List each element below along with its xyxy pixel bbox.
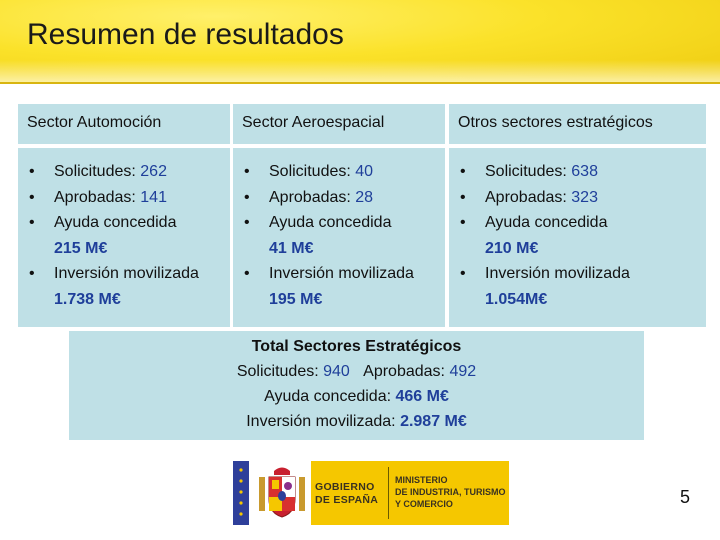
- stat-label: Solicitudes:: [236, 363, 324, 380]
- sector-panel-automocion: [18, 104, 230, 327]
- stat-label: Solicitudes:: [269, 163, 356, 180]
- logo-emblem-area: [233, 461, 311, 525]
- logo-text-line: Y COMERCIO: [395, 499, 453, 509]
- logo-divider: [388, 467, 389, 519]
- sector-panel-aeroespacial: [233, 104, 445, 327]
- stat-label: Aprobadas:: [363, 363, 450, 380]
- bullet: •: [29, 214, 35, 231]
- stat-value: 41 M€: [269, 239, 314, 257]
- logo-text-line: GOBIERNO: [315, 481, 375, 493]
- logo-text-line: DE INDUSTRIA, TURISMO: [395, 487, 506, 497]
- list-item: [233, 210, 414, 261]
- stat-value: 210 M€: [485, 239, 539, 257]
- spain-coat-of-arms-icon: [257, 465, 307, 521]
- stat-label: Inversión movilizada: [54, 265, 199, 282]
- stat-value: 262: [140, 163, 167, 180]
- bullet: •: [460, 265, 466, 282]
- total-heading: Total Sectores Estratégicos: [251, 338, 462, 355]
- bullet: •: [244, 188, 250, 206]
- stat-label: Ayuda concedida:: [264, 388, 396, 405]
- stat-label: Aprobadas:: [54, 188, 141, 206]
- stat-label: Solicitudes:: [485, 163, 572, 180]
- bullet: •: [244, 214, 250, 231]
- page-number: 5: [680, 487, 691, 507]
- sector-heading: Sector Aeroespacial: [242, 114, 385, 131]
- bullet: •: [460, 188, 466, 206]
- bullet: •: [29, 163, 35, 180]
- slide-title: Resumen de resultados: [27, 18, 344, 51]
- sector-panel-otros: [449, 104, 706, 327]
- stat-value: 1.738 M€: [54, 290, 121, 308]
- total-line-aid: [69, 384, 644, 409]
- list-item: [449, 159, 630, 185]
- stat-value: 492: [449, 363, 477, 380]
- stat-value: 141: [140, 188, 167, 206]
- list-item: [233, 261, 414, 312]
- stat-value: 1.054M€: [485, 290, 548, 308]
- bullet: •: [244, 265, 250, 282]
- panel-divider: [18, 144, 230, 148]
- title-bar-fade: [0, 60, 720, 82]
- stat-value: 638: [571, 163, 598, 180]
- stat-label: Ayuda concedida: [54, 214, 177, 231]
- bullet: •: [460, 214, 466, 231]
- list-item: [18, 185, 199, 211]
- list-item: [233, 159, 414, 185]
- logo-text-line: DE ESPAÑA: [315, 494, 379, 506]
- sector-heading: Otros sectores estratégicos: [458, 114, 653, 131]
- stat-label: Inversión movilizada: [269, 265, 414, 282]
- stat-value: 28: [355, 188, 374, 206]
- stat-label: Inversión movilizada: [485, 265, 630, 282]
- bullet: •: [29, 265, 35, 282]
- gobierno-text: [315, 481, 378, 507]
- panel-divider: [233, 144, 445, 148]
- logo-text-line: MINISTERIO: [395, 475, 448, 485]
- stat-value: 466 M€: [395, 388, 449, 405]
- sector-heading: Sector Automoción: [27, 114, 162, 131]
- list-item: [449, 210, 630, 261]
- stat-value: 940: [323, 363, 350, 380]
- stat-label: Aprobadas:: [269, 188, 356, 206]
- list-item: [18, 261, 199, 312]
- ministerio-text: [395, 474, 506, 510]
- total-line-requests-approved: [69, 359, 644, 384]
- sector-stats-list: [18, 159, 199, 312]
- title-bar: [0, 0, 720, 84]
- total-line-investment: [69, 409, 644, 434]
- stat-value: 195 M€: [269, 290, 323, 308]
- stat-label: Solicitudes:: [54, 163, 141, 180]
- bullet: •: [244, 163, 250, 180]
- stat-label: Inversión movilizada:: [246, 413, 401, 430]
- stat-label: Aprobadas:: [485, 188, 572, 206]
- sector-stats-list: [449, 159, 630, 312]
- list-item: [18, 210, 199, 261]
- list-item: [233, 185, 414, 211]
- bullet: •: [29, 188, 35, 206]
- panel-divider: [449, 144, 706, 148]
- list-item: [449, 185, 630, 211]
- total-summary-panel: [69, 331, 644, 440]
- stat-value: 40: [355, 163, 374, 180]
- bullet: •: [460, 163, 466, 180]
- stat-label: Ayuda concedida: [485, 214, 608, 231]
- list-item: [449, 261, 630, 312]
- list-item: [18, 159, 199, 185]
- stat-value: 2.987 M€: [400, 413, 467, 430]
- sector-stats-list: [233, 159, 414, 312]
- stat-value: 323: [571, 188, 598, 206]
- stat-value: 215 M€: [54, 239, 108, 257]
- stat-label: Ayuda concedida: [269, 214, 392, 231]
- government-logo: [233, 461, 509, 525]
